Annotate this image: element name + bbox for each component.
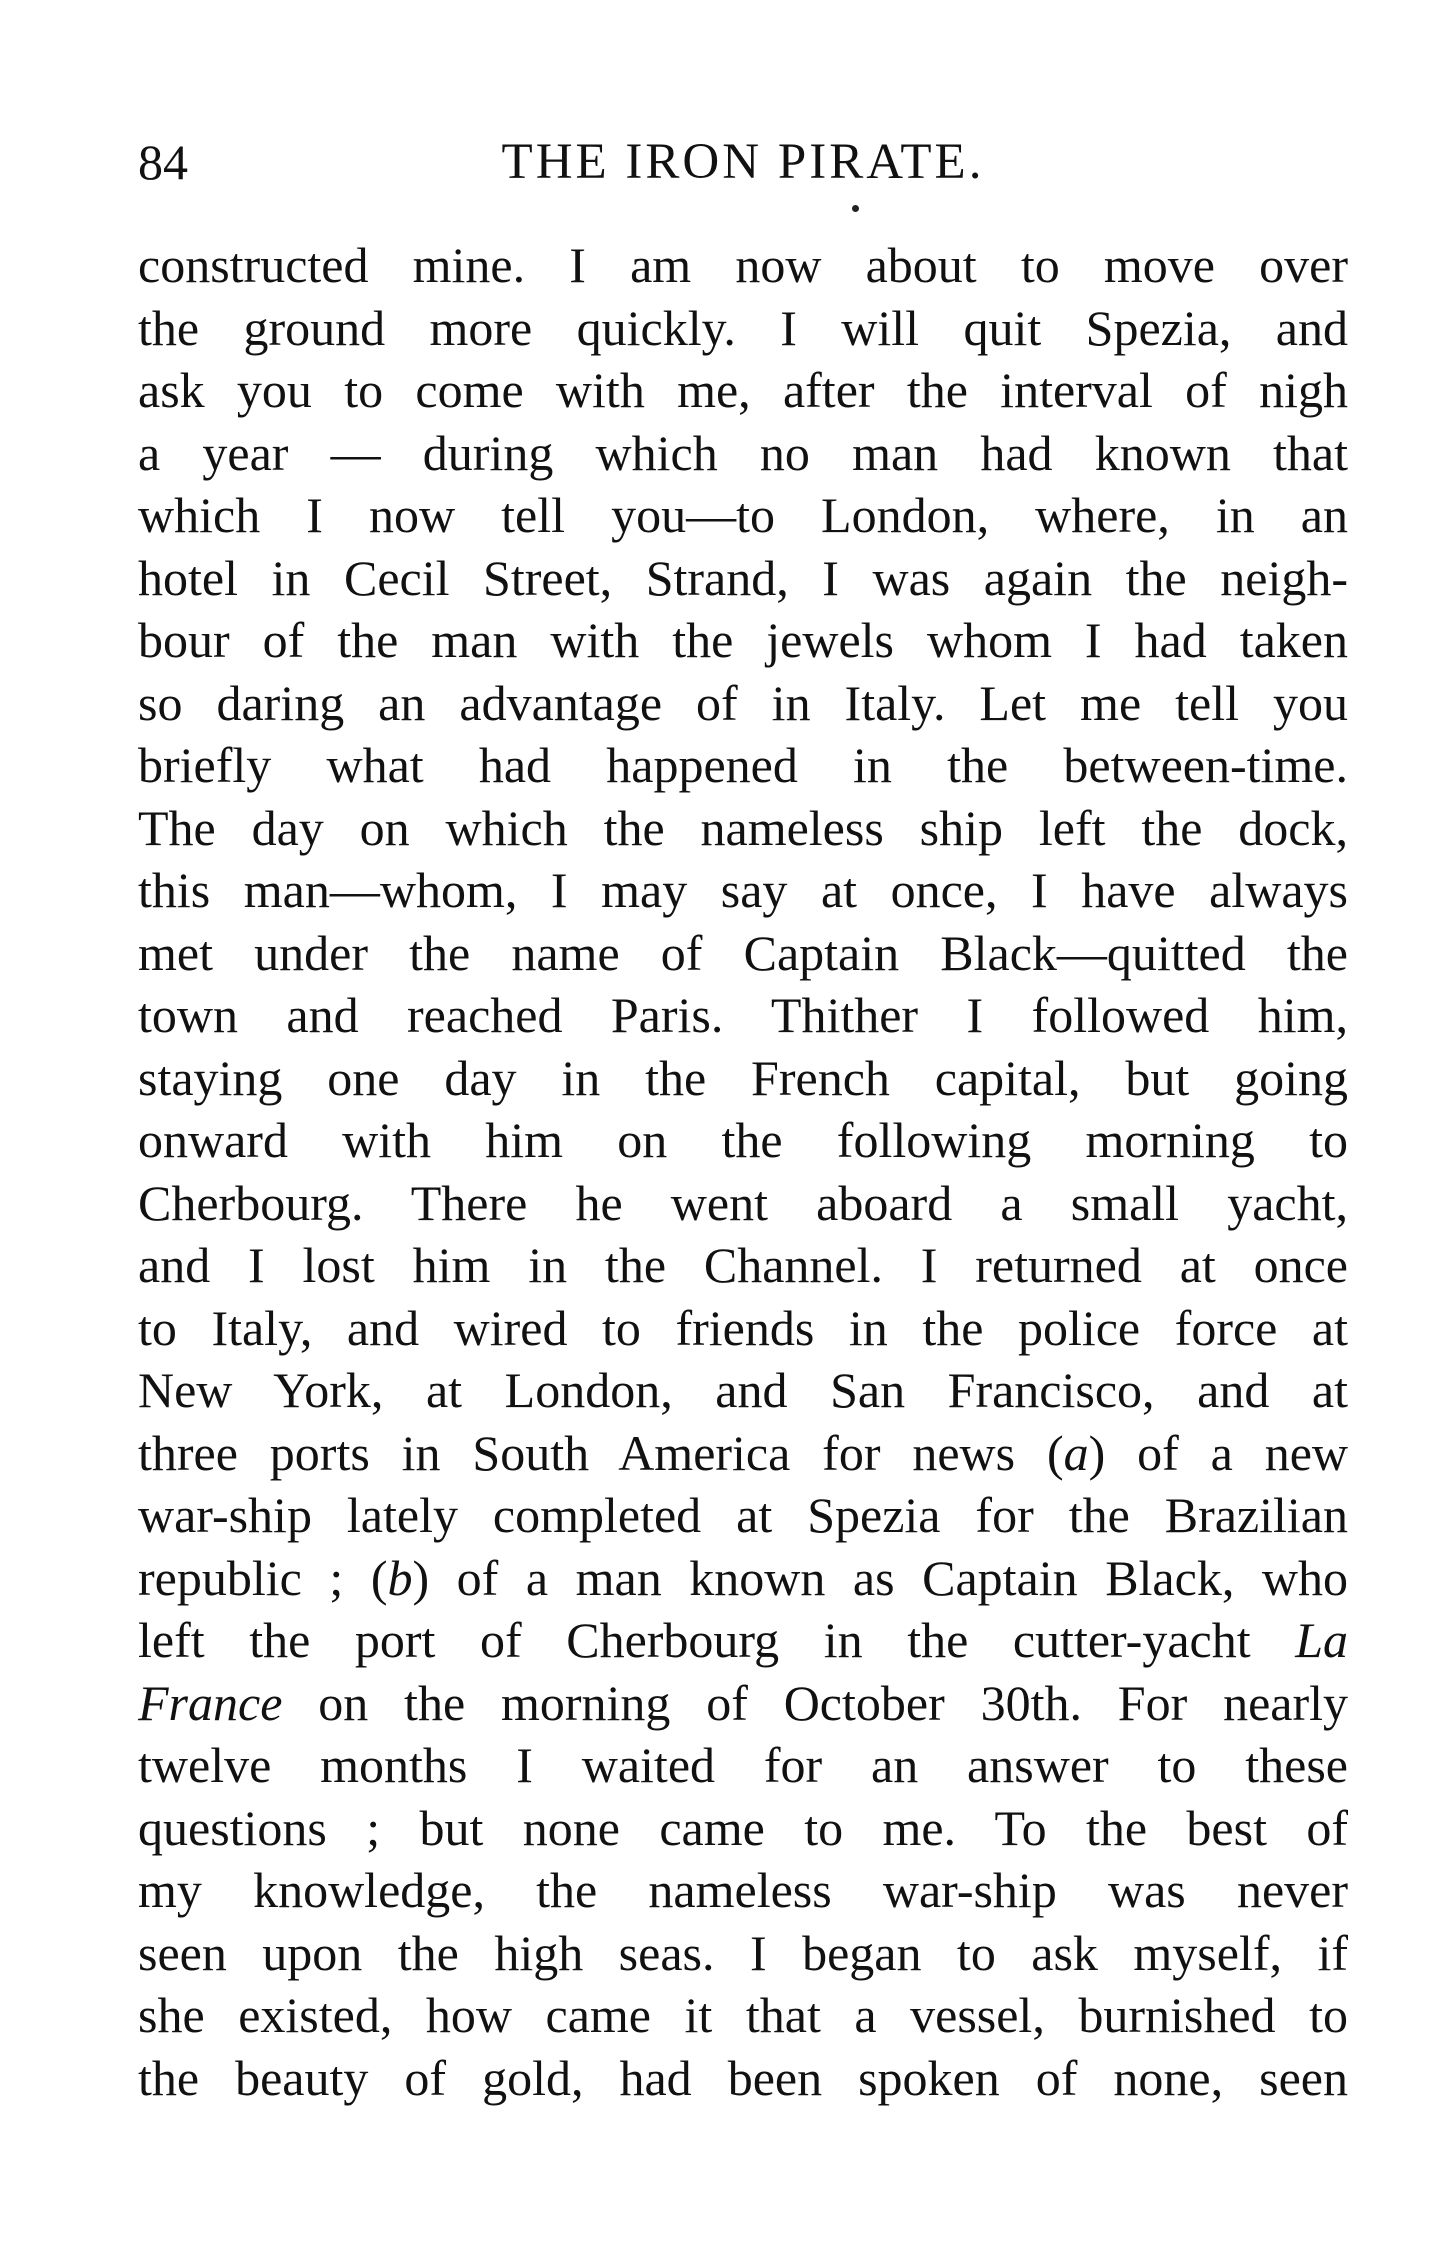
text-line: this man—whom, I may say at once, I have always (138, 862, 1348, 918)
text-line: seen upon the high seas. I began to ask myself, if (138, 1924, 1348, 1981)
text-line: ask you to come with me, after the interval of nigh (138, 362, 1348, 418)
body-text (138, 234, 1348, 2109)
text-line: republic ; (b) of a man known as Captain Black, who (138, 1549, 1348, 1606)
text-line: staying one day in the French capital, but going (138, 1049, 1348, 1106)
text-line: left the port of Cherbourg in the cutter-yacht La (138, 1612, 1348, 1668)
text-line: briefly what had happened in the between-time. (138, 737, 1348, 793)
text-line: war-ship lately completed at Spezia for the Brazilian (138, 1487, 1348, 1543)
text-line: New York, at London, and San Francisco, and at (138, 1362, 1348, 1418)
text-line: questions ; but none came to me. To the best of (138, 1799, 1348, 1856)
text-line: and I lost him in the Channel. I returned at once (138, 1237, 1348, 1293)
text-line: France on the morning of October 30th. For nearly (138, 1674, 1348, 1731)
text-line: constructed mine. I am now about to move over (138, 237, 1348, 293)
print-mark (852, 205, 859, 212)
text-line: the ground more quickly. I will quit Spezia, and (138, 299, 1348, 356)
text-line: The day on which the nameless ship left the dock, (138, 799, 1348, 856)
text-line: a year — during which no man had known that (138, 424, 1348, 481)
text-line: hotel in Cecil Street, Strand, I was again the neigh- (138, 549, 1348, 606)
text-line: onward with him on the following morning to (138, 1112, 1348, 1168)
text-line: to Italy, and wired to friends in the police force at (138, 1299, 1348, 1356)
text-line: so daring an advantage of in Italy. Let me tell you (138, 674, 1348, 731)
text-line: my knowledge, the nameless war-ship was never (138, 1862, 1348, 1918)
text-line: she existed, how came it that a vessel, burnished to (138, 1987, 1348, 2043)
text-line: twelve months I waited for an answer to these (138, 1737, 1348, 1793)
text-line: which I now tell you—to London, where, in an (138, 487, 1348, 543)
text-line: met under the name of Captain Black—quitted the (138, 924, 1348, 981)
page-header (138, 122, 1348, 202)
text-line: three ports in South America for news (a) of a new (138, 1424, 1348, 1481)
running-title: THE IRON PIRATE. (501, 134, 985, 190)
text-line: Cherbourg. There he went aboard a small yacht, (138, 1174, 1348, 1231)
text-line: the beauty of gold, had been spoken of none, seen (138, 2049, 1348, 2106)
text-line: bour of the man with the jewels whom I had taken (138, 612, 1348, 668)
text-line: town and reached Paris. Thither I followed him, (138, 987, 1348, 1043)
page-number: 84 (138, 134, 188, 190)
